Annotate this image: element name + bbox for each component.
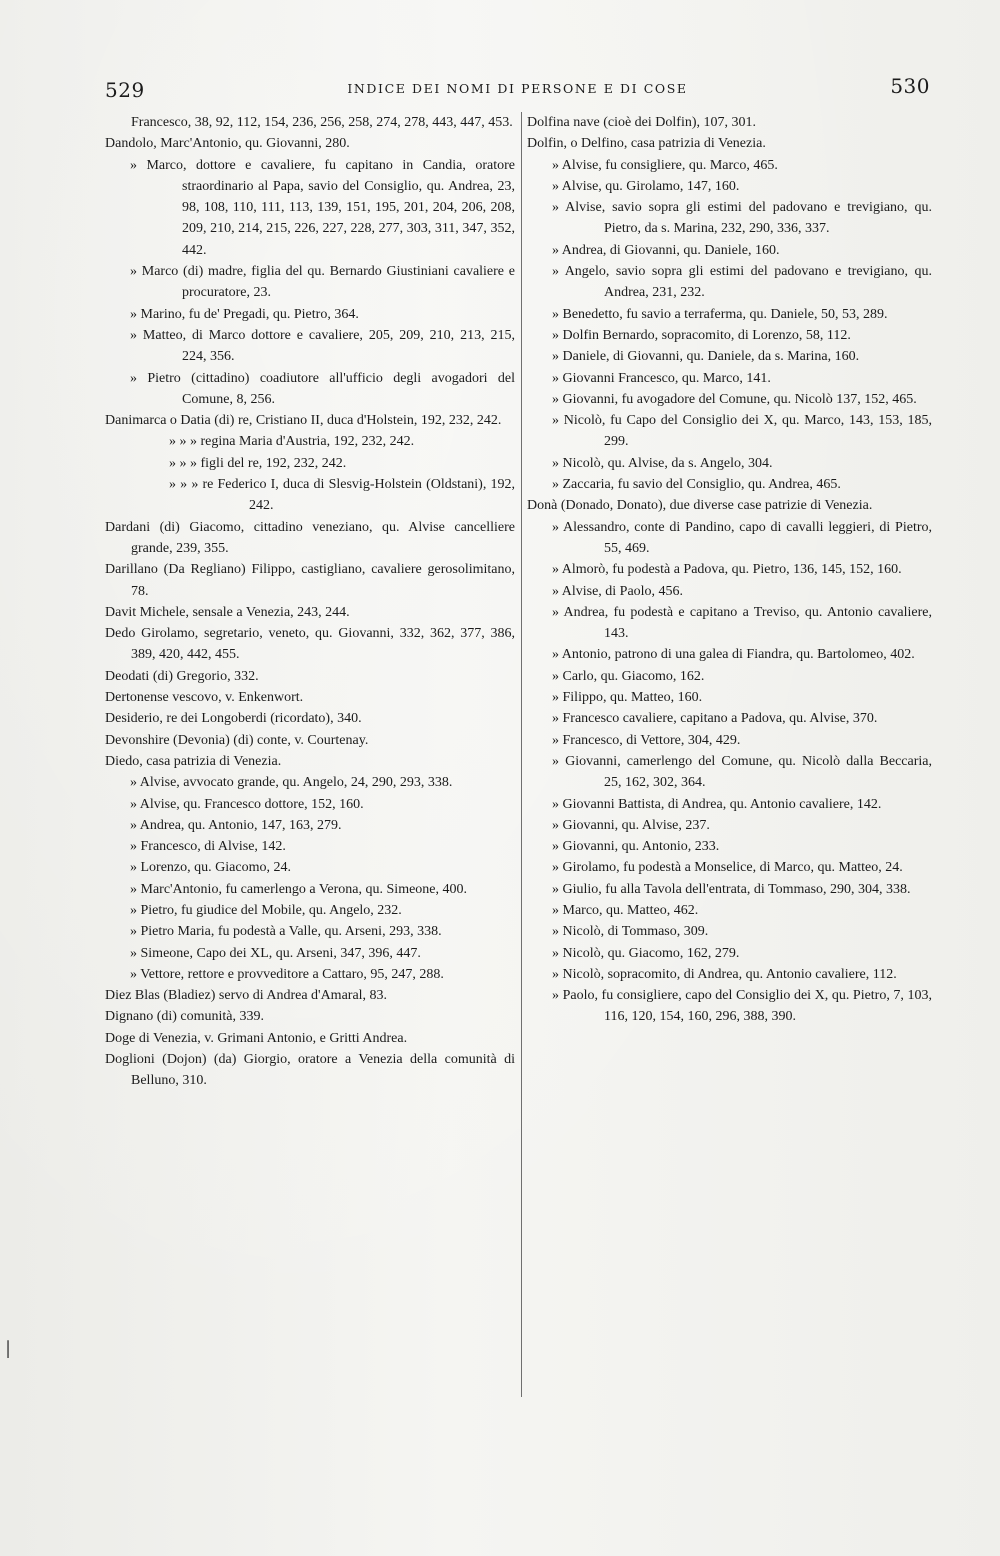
- index-entry: » » » re Federico I, duca di Slesvig-Holstein (Oldstani), 192, 242.: [169, 477, 515, 514]
- right-index-column: [527, 112, 932, 1028]
- index-entry: Devonshire (Devonia) (di) conte, v. Courtenay.: [105, 732, 369, 748]
- index-entry: » Alessandro, conte di Pandino, capo di cavalli leggieri, di Pietro, 55, 469.: [552, 519, 932, 556]
- index-entry: Dedo Girolamo, segretario, veneto, qu. Giovanni, 332, 362, 377, 386, 389, 420, 442, 455.: [105, 626, 515, 663]
- index-entry: Donà (Donado, Donato), due diverse case patrizie di Venezia.: [527, 498, 873, 514]
- column-divider: [521, 112, 522, 1397]
- index-entry: Doglioni (Dojon) (da) Giorgio, oratore a Venezia della comunità di Belluno, 310.: [105, 1052, 515, 1089]
- index-entry: » Nicolò, fu Capo del Consiglio dei X, qu. Marco, 143, 153, 185, 299.: [552, 413, 932, 450]
- index-entry: » Alvise, fu consigliere, qu. Marco, 465.: [552, 157, 778, 173]
- index-entry: » Marc'Antonio, fu camerlengo a Verona, qu. Simeone, 400.: [130, 881, 468, 897]
- right-page-number: 530: [890, 74, 930, 98]
- index-entry: » Nicolò, sopracomito, di Andrea, qu. Antonio cavaliere, 112.: [552, 966, 897, 982]
- index-entry: Diez Blas (Bladiez) servo di Andrea d'Amaral, 83.: [105, 988, 388, 1004]
- index-entry: Francesco, 38, 92, 112, 154, 236, 256, 258, 274, 278, 443, 447, 453.: [131, 115, 513, 130]
- index-entry: » Almorò, fu podestà a Padova, qu. Pietro, 136, 145, 152, 160.: [552, 562, 902, 578]
- index-entry: » » » figli del re, 192, 232, 242.: [169, 455, 347, 471]
- index-entry: » Angelo, savio sopra gli estimi del padovano e trevigiano, qu. Andrea, 231, 232.: [552, 264, 932, 301]
- index-entry: » » » regina Maria d'Austria, 192, 232, 242.: [169, 434, 415, 450]
- index-entry: » Marco, qu. Matteo, 462.: [552, 902, 699, 918]
- index-entry: » Matteo, di Marco dottore e cavaliere, 205, 209, 210, 213, 215, 224, 356.: [130, 327, 515, 365]
- index-entry: » Francesco, di Alvise, 142.: [130, 839, 286, 855]
- index-entry: » Pietro Maria, fu podestà a Valle, qu. Arseni, 293, 338.: [130, 924, 442, 940]
- index-entry: Deodati (di) Gregorio, 332.: [105, 668, 259, 684]
- index-entry: » Dolfin Bernardo, sopracomito, di Lorenzo, 58, 112.: [552, 327, 851, 343]
- index-entry: » Carlo, qu. Giacomo, 162.: [552, 668, 705, 684]
- index-entry: » Paolo, fu consigliere, capo del Consiglio dei X, qu. Pietro, 7, 103, 116, 120, 154, 160, 296, 388, 390.: [552, 988, 932, 1025]
- index-entry: Danimarca o Datia (di) re, Cristiano II, duca d'Holstein, 192, 232, 242.: [105, 413, 502, 429]
- index-entry: » Alvise, savio sopra gli estimi del padovano e trevigiano, qu. Pietro, da s. Marina, 232, 290, 336, 337.: [552, 200, 932, 237]
- index-entry: » Alvise, avvocato grande, qu. Angelo, 24, 290, 293, 338.: [130, 775, 453, 791]
- index-entry: » Daniele, di Giovanni, qu. Daniele, da s. Marina, 160.: [552, 349, 860, 365]
- index-entry: Dandolo, Marc'Antonio, qu. Giovanni, 280.: [105, 136, 350, 152]
- index-entry: » Filippo, qu. Matteo, 160.: [552, 690, 703, 706]
- index-entry: » Andrea, qu. Antonio, 147, 163, 279.: [130, 817, 342, 833]
- index-entry: Doge di Venezia, v. Grimani Antonio, e Gritti Andrea.: [105, 1030, 408, 1046]
- index-entry: » Antonio, patrono di una galea di Fiandra, qu. Bartolomeo, 402.: [552, 647, 915, 663]
- index-entry: » Benedetto, fu savio a terraferma, qu. Daniele, 50, 53, 289.: [552, 306, 888, 322]
- index-entry: Darillano (Da Regliano) Filippo, castigliano, cavaliere gerosolimitano, 78.: [105, 562, 515, 599]
- index-entry: » Giovanni, fu avogadore del Comune, qu. Nicolò 137, 152, 465.: [552, 391, 917, 407]
- index-entry: » Andrea, fu podestà e capitano a Treviso, qu. Antonio cavaliere, 143.: [552, 604, 932, 642]
- index-entry: Dolfina nave (cioè dei Dolfin), 107, 301.: [527, 115, 756, 130]
- index-entry: » Giulio, fu alla Tavola dell'entrata, di Tommaso, 290, 304, 338.: [552, 881, 911, 897]
- page-title: INDICE DEI NOMI DI PERSONE E DI COSE: [347, 81, 688, 96]
- index-entry: Dolfin, o Delfino, casa patrizia di Venezia.: [527, 136, 766, 152]
- index-entry: » Giovanni, qu. Antonio, 233.: [552, 839, 720, 855]
- index-entry: » Alvise, qu. Francesco dottore, 152, 160.: [130, 796, 364, 812]
- index-entry: » Francesco, di Vettore, 304, 429.: [552, 732, 741, 748]
- index-entry: » Giovanni Battista, di Andrea, qu. Antonio cavaliere, 142.: [552, 796, 882, 812]
- index-entry: » Vettore, rettore e provveditore a Cattaro, 95, 247, 288.: [130, 966, 444, 982]
- index-entry: » Giovanni Francesco, qu. Marco, 141.: [552, 370, 771, 386]
- index-entry: » Girolamo, fu podestà a Monselice, di Marco, qu. Matteo, 24.: [552, 860, 903, 876]
- index-entry: » Francesco cavaliere, capitano a Padova, qu. Alvise, 370.: [552, 711, 878, 727]
- index-entry: Desiderio, re dei Longoberdi (ricordato), 340.: [105, 711, 362, 727]
- index-entry: Dardani (di) Giacomo, cittadino veneziano, qu. Alvise cancelliere grande, 239, 355.: [105, 519, 515, 556]
- index-entry: Dertonense vescovo, v. Enkenwort.: [105, 690, 304, 706]
- index-entry: » Giovanni, qu. Alvise, 237.: [552, 817, 710, 833]
- running-head: [105, 74, 930, 102]
- index-entry: » Alvise, di Paolo, 456.: [552, 583, 684, 599]
- index-entry: » Lorenzo, qu. Giacomo, 24.: [130, 860, 291, 876]
- index-entry: » Pietro, fu giudice del Mobile, qu. Angelo, 232.: [130, 902, 402, 918]
- index-entry: » Giovanni, camerlengo del Comune, qu. Nicolò dalla Beccaria, 25, 162, 302, 364.: [552, 753, 932, 791]
- index-entry: » Nicolò, qu. Alvise, da s. Angelo, 304.: [552, 455, 773, 471]
- index-entry: » Nicolò, di Tommaso, 309.: [552, 924, 709, 940]
- index-entry: Diedo, casa patrizia di Venezia.: [105, 753, 282, 769]
- index-entry: » Andrea, di Giovanni, qu. Daniele, 160.: [552, 242, 780, 258]
- index-entry: » Alvise, qu. Girolamo, 147, 160.: [552, 178, 740, 194]
- index-entry: » Marco (di) madre, figlia del qu. Bernardo Giustiniani cavaliere e procuratore, 23.: [130, 264, 515, 301]
- index-entry: Davit Michele, sensale a Venezia, 243, 244.: [105, 604, 350, 620]
- index-entry: » Simeone, Capo dei XL, qu. Arseni, 347, 396, 447.: [130, 945, 421, 961]
- margin-mark: |: [5, 1338, 12, 1359]
- index-entry: Dignano (di) comunità, 339.: [105, 1009, 265, 1025]
- index-entry: » Pietro (cittadino) coadiutore all'ufficio degli avogadori del Comune, 8, 256.: [130, 370, 515, 407]
- index-entry: » Marco, dottore e cavaliere, fu capitano in Candia, oratore straordinario al Papa, savio del Consiglio, qu. Andrea, 23, 98, 108, 110, 111, 113, 139, 151, 195, 201, 204, 206, 208, 209, 210, 214, 215, 226, 227, 228, 277, 303, 311, 347, 352, 442.: [130, 157, 515, 258]
- index-entry: » Nicolò, qu. Giacomo, 162, 279.: [552, 945, 740, 961]
- left-page-number: 529: [105, 78, 145, 102]
- index-entry: » Marino, fu de' Pregadi, qu. Pietro, 364.: [130, 306, 359, 322]
- index-entry: » Zaccaria, fu savio del Consiglio, qu. Andrea, 465.: [552, 477, 841, 493]
- left-index-column: [105, 112, 515, 1092]
